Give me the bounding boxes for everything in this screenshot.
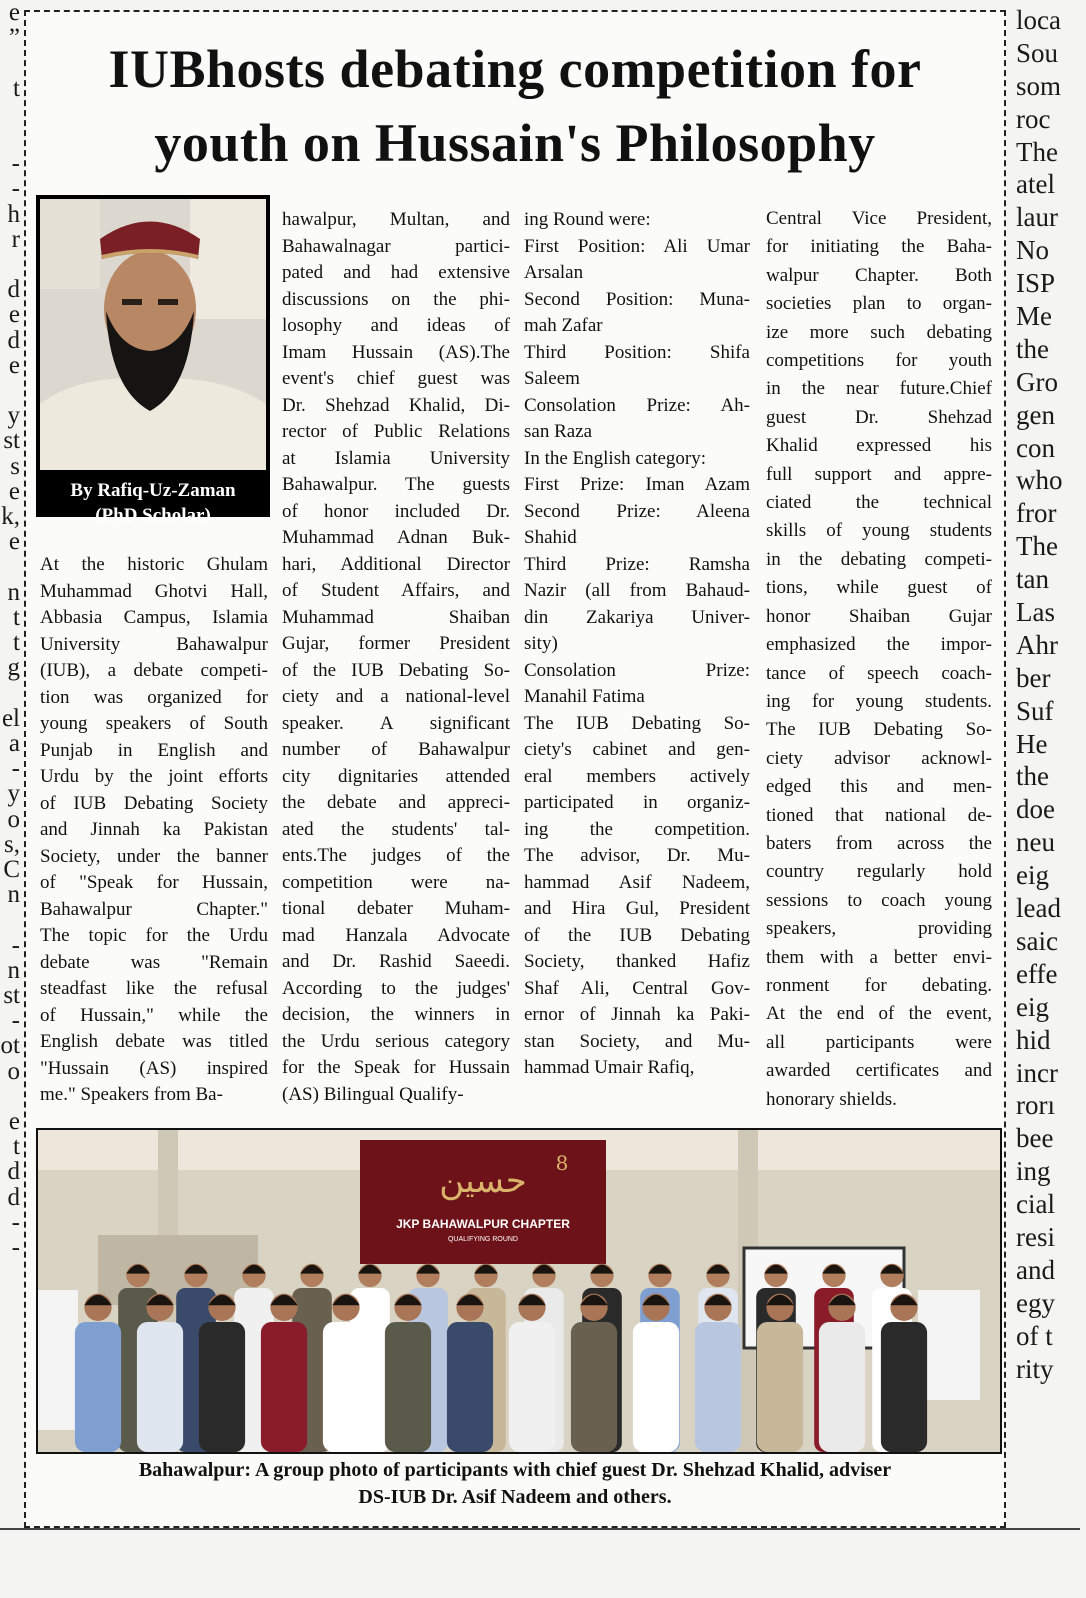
article-line: sessions to coach young (766, 889, 992, 911)
article-line: ing Round were: (524, 209, 651, 230)
fragment-text: - (11, 1208, 20, 1236)
article-line: at Islamia University (282, 447, 510, 469)
article-line: in the debating competi- (766, 548, 992, 570)
fragment-text: st (3, 427, 20, 455)
article-line: event's chief guest was (282, 368, 510, 389)
article-line: sity) (524, 633, 558, 654)
article-line: mad Hanzala Advocate (282, 924, 510, 946)
article-line: ents.The judges of the (282, 845, 510, 866)
fragment-text (0, 907, 20, 932)
article-line: all participants were (766, 1031, 992, 1053)
group-photo (36, 1128, 1002, 1454)
fragment-text: The (1016, 136, 1058, 167)
fragment-text: s, (4, 830, 20, 858)
caption-line-2: DS-IUB Dr. Asif Nadeem and others. (358, 1486, 672, 1508)
article-line: me." Speakers from Ba- (40, 1084, 223, 1105)
article-line: The IUB Debating So- (524, 712, 750, 734)
article-line: Muhammad Adnan Buk- (282, 527, 510, 548)
fragment-text: doe (1016, 794, 1055, 825)
fragment-text: t (13, 1133, 20, 1161)
fragment-text: e (8, 528, 20, 556)
fragment-text: e (8, 1107, 20, 1135)
fragment-text: atel (1016, 169, 1055, 200)
fragment-text: bee (1016, 1123, 1054, 1154)
article-line: of IUB Debating Society (40, 792, 268, 814)
byline-title: (PhD Scholar) (95, 505, 211, 526)
article-line: tance of speech coach- (766, 662, 992, 684)
article-line: pated and had extensive (282, 262, 510, 283)
article-line: Consolation Prize: Ah- (524, 394, 750, 416)
fragment-text: st (3, 981, 20, 1009)
article-line: Manahil Fatima (524, 686, 645, 707)
article-line: mah Zafar (524, 315, 603, 336)
fragment-text: ing (1016, 1156, 1051, 1187)
fragment-text: k, (1, 503, 20, 531)
fragment-text: - (11, 1233, 20, 1261)
article-line: honorary shields. (766, 1088, 897, 1110)
fragment-text: - (11, 931, 20, 959)
fragment-text (0, 101, 20, 126)
article-line: ing the competition. (524, 818, 750, 840)
article-line: tion was organized for (40, 686, 268, 708)
article-line: Bahawalpur. The guests (282, 474, 510, 495)
article-line: and Dr. Rashid Saeedi. (282, 951, 510, 972)
fragment-text (0, 680, 20, 705)
fragment-text: Suf (1016, 695, 1054, 726)
fragment-text: Me (1016, 301, 1052, 332)
fragment-text: o (7, 1057, 20, 1085)
article-frame (24, 10, 1006, 1528)
fragment-text: d (7, 1158, 20, 1186)
article-line: for the Speak for Hussain (282, 1057, 510, 1078)
article-line: of Student Affairs, and (282, 580, 510, 601)
fragment-text: resi (1016, 1221, 1055, 1252)
article-line: ing for young students. (766, 690, 992, 712)
fragment-text: h (7, 200, 20, 228)
article-line: young speakers of South (40, 713, 268, 734)
fragment-text: n (7, 956, 20, 984)
fragment-text: e (8, 477, 20, 505)
fragment-text: effe (1016, 958, 1058, 989)
article-line: Arsalan (524, 262, 584, 283)
fragment-text: o (7, 805, 20, 833)
event-banner (360, 1140, 606, 1264)
left-column-fragment (0, 0, 18, 1598)
fragment-text (0, 252, 20, 277)
article-line: full support and appre- (766, 463, 992, 485)
fragment-text: d (7, 276, 20, 304)
fragment-text: - (11, 175, 20, 203)
fragment-text: neu (1016, 827, 1055, 858)
fragment-text: som (1016, 70, 1062, 101)
article-line: of the IUB Debating (524, 924, 750, 946)
fragment-text: - (11, 755, 20, 783)
article-line: According to the judges' (282, 977, 510, 999)
article-line: tioned that national de- (766, 804, 992, 826)
article-line: number of Bahawalpur (282, 739, 510, 760)
fragment-text: ot (0, 1032, 20, 1060)
article-column-3 (524, 207, 750, 1082)
article-line: At the end of the event, (766, 1003, 992, 1025)
article-line: "Hussain (AS) inspired (40, 1057, 268, 1079)
article-line: stan Society, and Mu- (524, 1030, 750, 1052)
fragment-text: Las (1016, 597, 1055, 628)
fragment-text: e (8, 0, 20, 26)
article-line: Nazir (all from Bahaud- (524, 580, 750, 601)
article-line: din Zakariya Univer- (524, 606, 750, 628)
fragment-text: d (7, 326, 20, 354)
banner-number: 8 (555, 1151, 569, 1175)
fragment-text: rity (1016, 1353, 1054, 1384)
fragment-text: and (1016, 1254, 1055, 1285)
article-line: and Hira Gul, President (524, 898, 750, 919)
fragment-text: y (7, 402, 20, 430)
article-line: First Position: Ali Umar (524, 235, 750, 257)
article-line: ciated the technical (766, 492, 992, 514)
article-line: debate was "Remain (40, 951, 268, 973)
article-line: Third Position: Shifa (524, 341, 750, 363)
fragment-text (0, 378, 20, 403)
article-line: for initiating the Baha- (766, 236, 992, 258)
fragment-text (0, 126, 20, 151)
fragment-text: e (8, 301, 20, 329)
article-line: hammad Umair Rafiq, (524, 1057, 695, 1078)
article-line: Consolation Prize: (524, 659, 750, 681)
article-line: Bahawalpur Chapter." (40, 898, 268, 920)
fragment-text: Sou (1016, 37, 1059, 68)
article-line: University Bahawalpur (40, 633, 268, 655)
article-line: The advisor, Dr. Mu- (524, 845, 750, 866)
article-line: (IUB), a debate competi- (40, 660, 268, 681)
article-line: Society, under the banner (40, 845, 268, 867)
article-line: Society, thanked Hafiz (524, 951, 750, 972)
article-line: Urdu by the joint efforts (40, 766, 268, 787)
article-line: Muhammad Shaiban (282, 606, 510, 628)
right-column-fragment (1016, 0, 1086, 1598)
article-line: participated in organiz- (524, 792, 750, 813)
fragment-text: the (1016, 761, 1049, 792)
article-line: tions, while guest of (766, 577, 992, 599)
article-line: Second Position: Muna- (524, 288, 750, 310)
banner-chapter: JKP BAHAWALPUR CHAPTER (396, 1217, 570, 1231)
article-line: Central Vice President, (766, 208, 992, 229)
article-line: ize more such debating (766, 321, 992, 343)
headline (26, 32, 1004, 180)
fragment-text: egy (1016, 1287, 1055, 1318)
fragment-text: saic (1016, 925, 1058, 956)
fragment-text: ber (1016, 662, 1051, 693)
fragment-text: a (8, 729, 20, 757)
article-line: decision, the winners in (282, 1004, 510, 1025)
article-line: rector of Public Relations (282, 421, 510, 442)
article-line: of the IUB Debating So- (282, 659, 510, 681)
fragment-text: He (1016, 728, 1048, 759)
fragment-text: n (7, 578, 20, 606)
article-line: At the historic Ghulam (40, 554, 268, 575)
fragment-text: e (8, 351, 20, 379)
article-line: ciety's cabinet and gen- (524, 739, 750, 760)
article-line: Bahawalnagar partici- (282, 235, 510, 257)
fragment-text: g (7, 654, 20, 682)
article-line: steadfast like the refusal (40, 978, 268, 999)
banner-title: حسین (439, 1161, 527, 1201)
article-line: in the near future.Chief (766, 378, 992, 400)
article-line: speaker. A significant (282, 712, 510, 734)
fragment-text: cial (1016, 1189, 1055, 1220)
article-line: The topic for the Urdu (40, 925, 268, 946)
article-line: edged this and men- (766, 776, 992, 798)
article-line: country regularly hold (766, 861, 992, 883)
fragment-text: ” (8, 24, 20, 52)
article-line: eral members actively (524, 765, 750, 787)
fragment-text: the (1016, 333, 1049, 364)
fragment-text: y (7, 780, 20, 808)
headline-line-2: youth on Hussain's Philosophy (154, 113, 876, 173)
fragment-text: laur (1016, 202, 1058, 233)
article-line: city dignitaries attended (282, 765, 510, 787)
article-line: Saleem (524, 368, 580, 389)
article-line: tional debater Muham- (282, 898, 510, 919)
article-line: ernor of Jinnah ka Paki- (524, 1004, 750, 1025)
page-rule (0, 1528, 1080, 1530)
article-line: ronment for debating. (766, 974, 992, 996)
author-portrait (36, 195, 270, 526)
article-line: Khalid expressed his (766, 435, 992, 457)
article-line: and Jinnah ka Pakistan (40, 819, 268, 840)
fragment-text (0, 554, 20, 579)
article-line: ciety and a national-level (282, 686, 510, 707)
article-line: Dr. Shehzad Khalid, Di- (282, 394, 510, 416)
fragment-text: s (10, 452, 20, 480)
fragment-text: gen (1016, 399, 1055, 430)
article-line: emphasized the impor- (766, 634, 992, 656)
article-line: Abbasia Campus, Islamia (40, 607, 268, 628)
article-line: Muhammad Ghotvi Hall, (40, 580, 268, 602)
fragment-text: incr (1016, 1057, 1058, 1088)
fragment-text: Gro (1016, 366, 1058, 397)
fragment-text: No (1016, 235, 1049, 266)
article-line: Third Prize: Ramsha (524, 553, 750, 575)
article-line: honor Shaiban Gujar (766, 605, 992, 627)
article-line: competition were na- (282, 871, 510, 893)
article-line: losophy and ideas of (282, 315, 510, 336)
photo-caption (26, 1457, 1004, 1511)
article-line: Shaf Ali, Central Gov- (524, 977, 750, 999)
byline (37, 478, 269, 528)
article-line: walpur Chapter. Both (766, 264, 992, 286)
fragment-text: t (13, 603, 20, 631)
fragment-text: eig (1016, 991, 1049, 1022)
article-line: hari, Additional Director (282, 553, 510, 575)
article-line: of honor included Dr. (282, 500, 510, 522)
article-line: discussions on the phi- (282, 288, 510, 310)
article-line: awarded certificates and (766, 1060, 992, 1082)
fragment-text: tan (1016, 564, 1049, 595)
fragment-text: n (7, 881, 20, 909)
article-line: of Hussain," while the (40, 1004, 268, 1026)
article-line: In the English category: (524, 447, 707, 469)
article-line: ated the students' tal- (282, 818, 510, 840)
article-line: the debate and appreci- (282, 792, 510, 813)
headline-line-1: IUBhosts debating competition for (108, 39, 922, 99)
fragment-text: C (3, 855, 20, 883)
fragment-text: Ahr (1016, 629, 1058, 660)
article-line: First Prize: Iman Azam (524, 474, 750, 495)
article-line: Punjab in English and (40, 739, 268, 761)
article-line: speakers, providing (766, 918, 992, 940)
article-column-4 (766, 205, 992, 1114)
fragment-text: lead (1016, 893, 1061, 924)
fragment-text: The (1016, 531, 1058, 562)
fragment-text: loca (1016, 5, 1061, 35)
byline-name: By Rafiq-Uz-Zaman (70, 480, 236, 501)
article-line: ciety advisor acknowl- (766, 747, 992, 769)
article-line: baters from across the (766, 832, 992, 854)
article-line: hawalpur, Multan, and (282, 209, 510, 230)
article-line: Gujar, former President (282, 633, 510, 654)
fragment-text: eig (1016, 860, 1049, 891)
article-line: Shahid (524, 527, 577, 548)
fragment-text: roc (1016, 103, 1051, 134)
fragment-text (0, 50, 20, 75)
article-line: competitions for youth (766, 350, 992, 372)
fragment-text: el (1, 704, 20, 732)
article-column-1 (40, 552, 268, 1109)
fragment-text: hid (1016, 1024, 1051, 1055)
fragment-text: d (7, 1183, 20, 1211)
article-line: (AS) Bilingual Qualify- (282, 1083, 464, 1105)
article-line: guest Dr. Shehzad (766, 406, 992, 428)
fragment-text: r (11, 225, 20, 253)
caption-line-1: Bahawalpur: A group photo of participants with chief guest Dr. Shehzad Khalid, adviser (138, 1459, 892, 1481)
fragment-text: - (11, 150, 20, 178)
article-line: san Raza (524, 421, 593, 442)
banner-round: QUALIFYING ROUND (447, 1236, 519, 1243)
fragment-text: t (13, 629, 20, 657)
article-column-2 (282, 207, 510, 1108)
fragment-text: of t (1016, 1320, 1053, 1351)
article-line: English debate was titled (40, 1031, 268, 1052)
article-line: the Urdu serious category (282, 1030, 510, 1052)
fragment-text: fror (1016, 498, 1057, 529)
fragment-text: con (1016, 432, 1055, 463)
fragment-text (0, 1084, 20, 1109)
author-photo (40, 199, 266, 470)
fragment-text: - (11, 1007, 20, 1035)
article-line: Second Prize: Aleena (524, 500, 750, 522)
article-line: of "Speak for Hussain, (40, 872, 268, 893)
fragment-text: t (13, 74, 20, 102)
article-line: societies plan to organ- (766, 293, 992, 315)
article-line: The IUB Debating So- (766, 719, 992, 741)
article-line: them with a better envi- (766, 946, 992, 968)
fragment-text: who (1016, 465, 1063, 496)
article-line: skills of young students (766, 520, 992, 542)
article-line: hammad Asif Nadeem, (524, 871, 750, 893)
fragment-text: rorı (1016, 1090, 1055, 1121)
article-line: Imam Hussain (AS).The (282, 341, 510, 363)
fragment-text: ISP (1016, 268, 1056, 299)
